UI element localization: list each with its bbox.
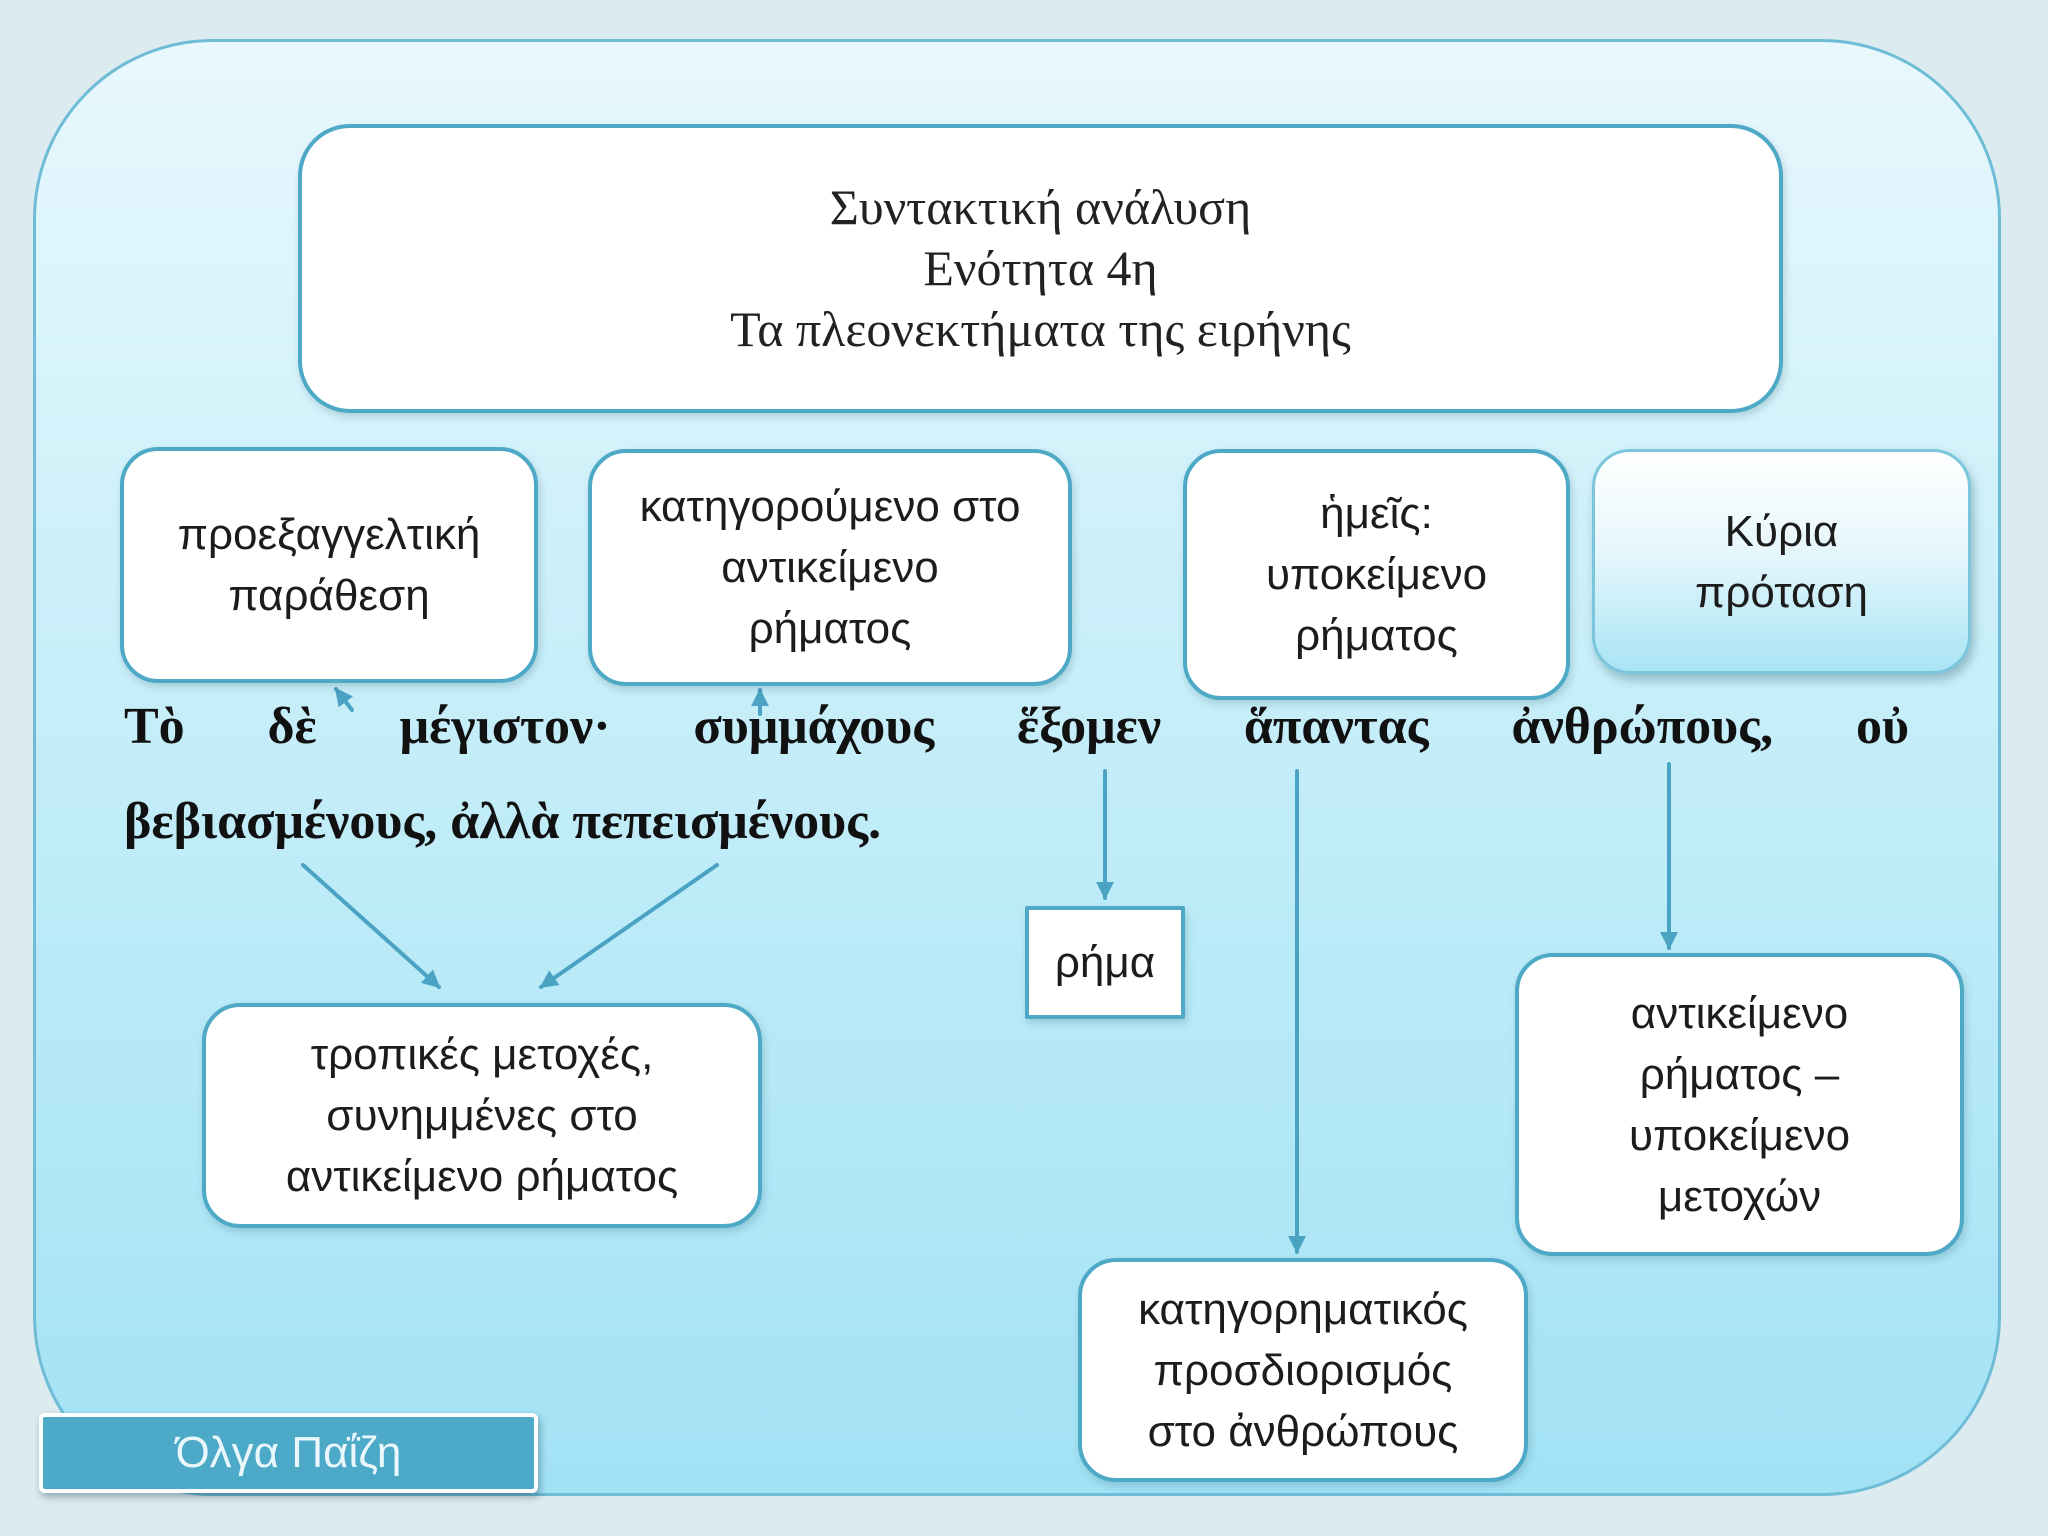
label-line: ἡμεῖς: bbox=[1320, 489, 1433, 538]
label-line: αντικείμενο ρήματος bbox=[285, 1152, 679, 1201]
sentence-line-2: βεβιασμένους, ἀλλὰ πεπεισμένους. bbox=[124, 793, 882, 850]
label-line: προσδιορισμός bbox=[1153, 1345, 1453, 1395]
label-line: μετοχών bbox=[1657, 1171, 1822, 1221]
title-line: Τα πλεονεκτήματα της ειρήνης bbox=[730, 301, 1351, 357]
label-line: υποκείμενο bbox=[1265, 550, 1488, 599]
sentence-word: ἕξομεν bbox=[1016, 698, 1162, 755]
title-box bbox=[298, 124, 1783, 413]
sentence-line-1 bbox=[124, 696, 1909, 758]
label-line: ρήματος – bbox=[1639, 1049, 1840, 1099]
label-line: πρόταση bbox=[1694, 567, 1869, 617]
box-modal-participles bbox=[202, 1003, 762, 1228]
title-line: Ενότητα 4η bbox=[923, 240, 1158, 296]
label-line: προεξαγγελτική bbox=[177, 510, 481, 559]
box-predicative-attribute bbox=[1078, 1258, 1528, 1482]
label-line: αντικείμενο bbox=[1630, 988, 1849, 1038]
box-object-subject-of-participles bbox=[1515, 953, 1964, 1256]
sentence-word: ἀνθρώπους, bbox=[1511, 698, 1774, 755]
label-line: ρήματος bbox=[748, 604, 912, 653]
label-line: συνημμένες στο bbox=[326, 1091, 638, 1140]
author-badge bbox=[39, 1413, 538, 1493]
sentence-word: Τὸ bbox=[124, 698, 185, 755]
author-name: Όλγα Παΐζη bbox=[175, 1428, 402, 1477]
box-prolepsis bbox=[120, 447, 538, 683]
label-line: τροπικές μετοχές, bbox=[310, 1030, 654, 1079]
box-predicate-of-object bbox=[588, 449, 1072, 686]
sentence-word: ἅπαντας bbox=[1243, 698, 1429, 755]
label-line: παράθεση bbox=[228, 571, 430, 620]
label-line: κατηγορηματικός bbox=[1138, 1284, 1468, 1334]
title-line: Συντακτική ανάλυση bbox=[829, 179, 1252, 235]
label-line: ρήμα bbox=[1054, 938, 1156, 987]
box-subject bbox=[1183, 449, 1570, 700]
box-verb bbox=[1025, 906, 1185, 1019]
label-line: υποκείμενο bbox=[1628, 1110, 1851, 1160]
arrow-left-participle bbox=[303, 865, 439, 987]
sentence-word: οὐ bbox=[1855, 698, 1909, 755]
arrow-right-participle bbox=[541, 865, 717, 987]
sentence-word: συμμάχους bbox=[693, 698, 935, 755]
label-line: Κύρια bbox=[1724, 506, 1839, 556]
label-line: ρήματος bbox=[1295, 611, 1458, 660]
label-line: στο ἀνθρώπους bbox=[1147, 1406, 1459, 1456]
sentence-word: δὲ bbox=[267, 698, 317, 755]
sentence-word: μέγιστον· bbox=[399, 698, 611, 755]
box-main-clause bbox=[1592, 449, 1971, 674]
label-line: κατηγορούμενο στο bbox=[639, 482, 1021, 531]
label-line: αντικείμενο bbox=[721, 543, 939, 592]
